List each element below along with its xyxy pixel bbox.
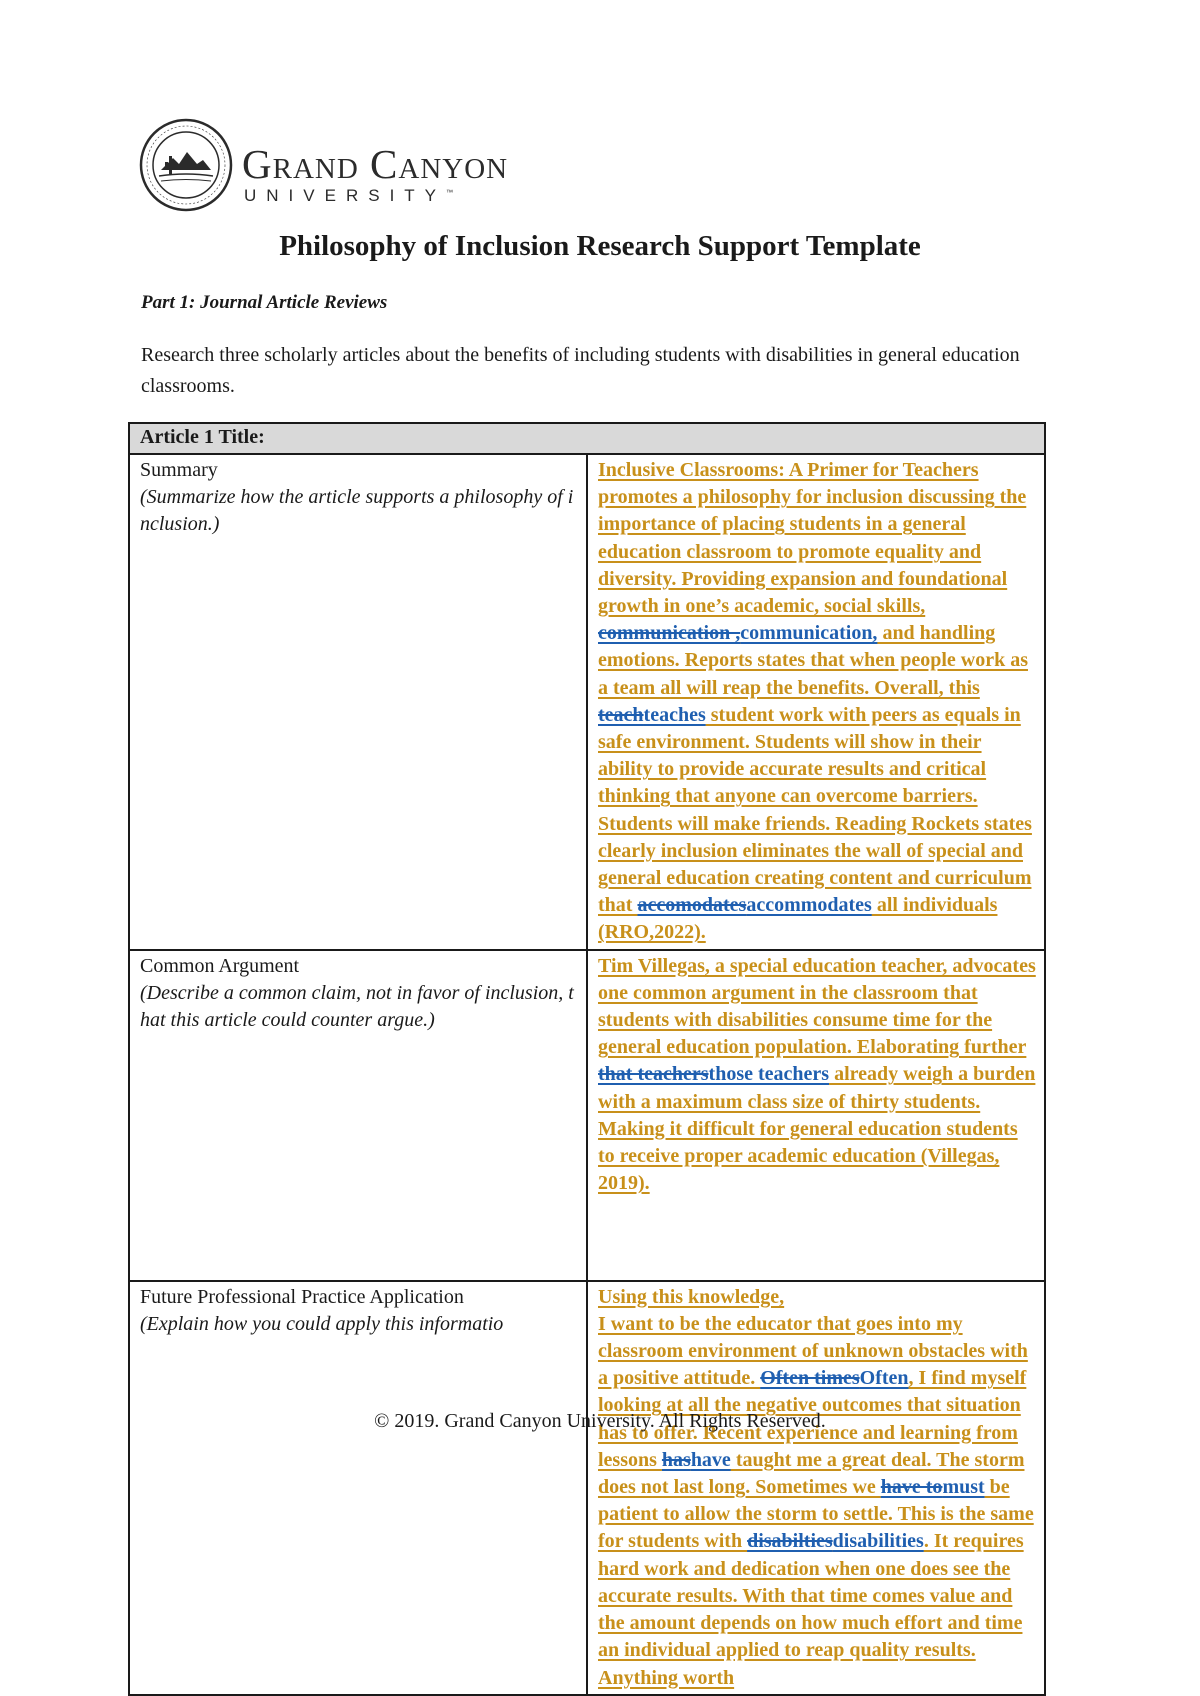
common-argument-row [129, 950, 1045, 1281]
future-practice-label-cell [129, 1281, 587, 1695]
article-title-cell[interactable]: Article 1 Title: [129, 423, 1045, 454]
row-hint: (Summarize how the article supports a philosophy of inclusion.) [140, 486, 574, 535]
tracked-text: Using this knowledge, [598, 1285, 785, 1308]
future-practice-content-cell[interactable] [587, 1281, 1045, 1695]
copyright-footer: © 2019. Grand Canyon University. All Rights Reserved. [374, 1410, 826, 1432]
tracked-text: all individuals (RRO,2022). [598, 894, 998, 944]
row-label: Summary [140, 459, 218, 481]
inserted-text: teaches [643, 703, 706, 726]
tracked-text: be patient to allow the storm to settle. This is the same for students with [598, 1476, 1034, 1553]
article-title-row [129, 423, 1045, 454]
row-hint: (Explain how you could apply this informatio [140, 1312, 504, 1335]
inserted-text: accommodates [746, 894, 872, 917]
tracked-text: and handling emotions. Reports states that when people work as a team all will reap the benefits. Overall, this [598, 622, 1028, 699]
deleted-text: communication , [598, 622, 741, 645]
inserted-text: disabilities [832, 1530, 924, 1553]
summary-label-cell [129, 454, 587, 950]
deleted-text: has [661, 1448, 691, 1471]
tracked-text: student work with peers as equals in safe environment. Students will show in their ability to provide accurate results and critical thinking that anyone can overcome barriers. Students will make friends. Reading Rockets states clearly inclusion eliminates the wall of special and general education creating content and curriculum that [598, 703, 1032, 917]
deleted-text: Often times [760, 1367, 860, 1390]
tracked-text: I want to be the educator that goes into my classroom environment of unknown obstacles with a positive attitude. [598, 1312, 1028, 1390]
tracked-text: already weigh a burden with a maximum class size of thirty students. Making it difficult for general education students to receive proper academic education (Villegas, 2019). [598, 1063, 1036, 1195]
row-label: Common Argument [140, 954, 300, 977]
row-hint: (Describe a common claim, not in favor of inclusion, that this article could counter argue.) [140, 981, 574, 1031]
tracked-text: . It requires hard work and dedication when one does see the accurate results. With that time comes value and the amount depends on how much effort and time an individual applied to reap quality results. Anything worth [598, 1530, 1024, 1689]
common-argument-content-cell[interactable] [587, 950, 1045, 1281]
article-review-table [128, 422, 1046, 1696]
university-seal-logo [139, 118, 233, 212]
inserted-text: those teachers [708, 1063, 830, 1086]
deleted-text: that teachers [598, 1063, 709, 1086]
intro-paragraph: Research three scholarly articles about the benefits of including students with disabilities in general education classrooms. [141, 344, 1020, 397]
summary-content-cell[interactable] [587, 454, 1045, 950]
document-title: Philosophy of Inclusion Research Support Template [279, 230, 921, 262]
inserted-text: have [690, 1448, 731, 1471]
tracked-text: Tim Villegas, a special education teacher, advocates one common argument in the classroom that students with disabilities consume time for the general education population. Elaborating further [598, 954, 1036, 1059]
part-heading: Part 1: Journal Article Reviews [141, 292, 388, 313]
tracked-text: Inclusive Classrooms: A Primer for Teachers promotes a philosophy for inclusion discussing the importance of placing students in a general education classroom to promote equality and diversity. Providing expansion and foundational growth in one’s academic, social skills, [598, 459, 1027, 618]
logo-wordmark: Grand Canyon [242, 141, 509, 187]
inserted-text: must [942, 1476, 985, 1499]
deleted-text: disabilties [747, 1530, 833, 1553]
deleted-text: have to [880, 1476, 943, 1499]
summary-row [129, 454, 1045, 950]
deleted-text: teach [598, 703, 644, 726]
tracked-text: taught me a great deal. The storm does not last long. Sometimes we [598, 1448, 1025, 1499]
future-practice-row [129, 1281, 1045, 1695]
tracked-text: , I find myself looking at all the negative outcomes that situation has to offer. Recent experience and learning from lessons [598, 1367, 1027, 1471]
inserted-text: communication, [740, 622, 878, 645]
deleted-text: accomodates [637, 894, 747, 917]
common-argument-label-cell [129, 950, 587, 1281]
inserted-text: Often [859, 1367, 909, 1390]
logo-subwordmark: UNIVERSITY™ [244, 186, 454, 205]
row-label: Future Professional Practice Application [140, 1285, 464, 1308]
